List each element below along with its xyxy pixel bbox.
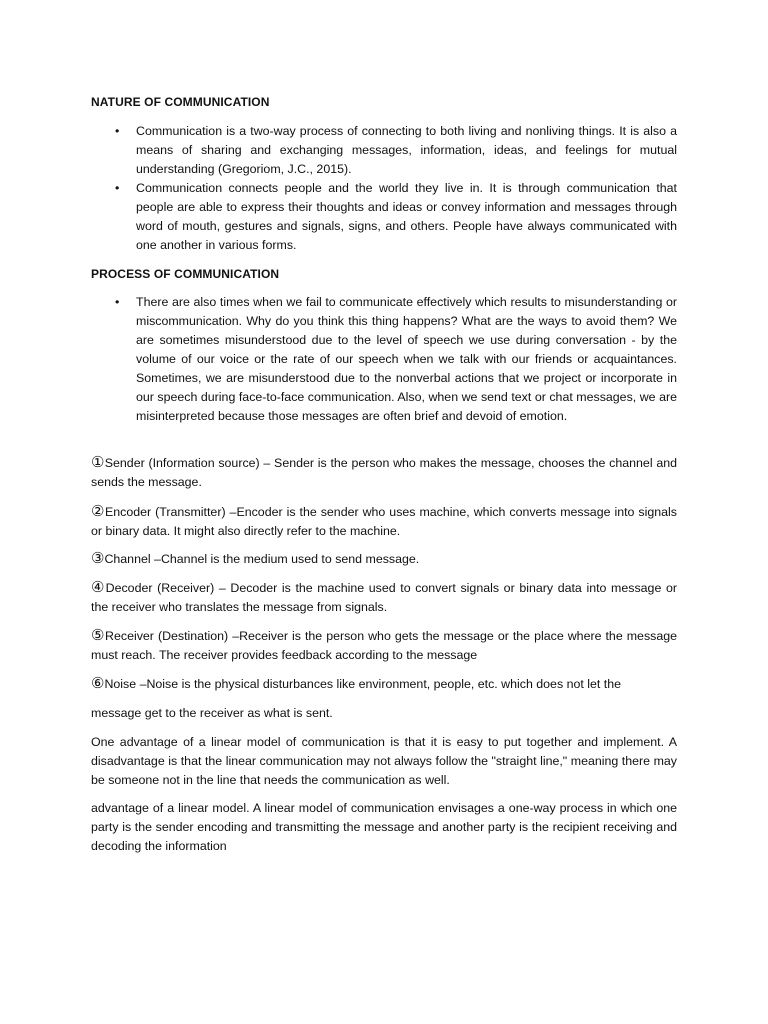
element-sender (91, 453, 677, 492)
heading-nature-of-communication: NATURE OF COMMUNICATION (91, 95, 270, 109)
list-item (91, 293, 677, 426)
element-text: Noise –Noise is the physical disturbances like environment, people, etc. which does not let the (104, 677, 622, 691)
element-text: Decoder (Receiver) – Decoder is the machine used to convert signals or binary data into message or the receiver who translates the message from signals. (91, 581, 677, 614)
paragraph-linear-model-advantage: One advantage of a linear model of communication is that it is easy to put together and implement. A disadvantage is that the linear communication may not always follow the "straight line," meaning there may be someone not in the line that needs the communication as well. (91, 735, 677, 787)
bullet-icon: • (115, 124, 120, 138)
element-decoder (91, 578, 677, 617)
element-text: Channel –Channel is the medium used to send message. (104, 552, 420, 566)
element-text: Receiver (Destination) –Receiver is the person who gets the message or the place where the message must reach. The receiver provides feedback according to the message (91, 629, 678, 662)
element-channel (91, 549, 677, 569)
number-6-icon: ⑥ (91, 675, 105, 692)
bullet-text: There are also times when we fail to communicate effectively which results to misunderstanding or miscommunication. Why do you think this thing happens? What are the ways to avoid them? We are sometimes misunderstood due to the level of speech we use during conversation - by the volume of our voice or the rate of our speech when we talk with our friends or acquaintances. Sometimes, we are misunderstood due to the nonverbal actions that we project or incorporate in our speech during face-to-face communication. Also, when we send text or chat messages, we are misinterpreted because those messages are often brief and devoid of emotion. (136, 295, 677, 423)
nature-bullet-list (91, 122, 677, 255)
bullet-icon: • (115, 295, 120, 309)
paragraph-noise-continuation: message get to the receiver as what is sent. (91, 706, 333, 720)
list-item (91, 122, 677, 179)
element-text: Sender (Information source) – Sender is the person who makes the message, chooses the channel and sends the message. (91, 456, 677, 489)
list-item (91, 179, 677, 255)
element-encoder (91, 502, 677, 541)
paragraph-linear-model-description: advantage of a linear model. A linear model of communication envisages a one-way process in which one party is the sender encoding and transmitting the message and another party is the recipient receiving and decoding the information (91, 801, 677, 853)
number-3-icon: ③ (91, 550, 105, 567)
element-noise (91, 674, 677, 694)
number-5-icon: ⑤ (91, 627, 106, 644)
element-text: Encoder (Transmitter) –Encoder is the sender who uses machine, which converts message into signals or binary data. It might also directly refer to the machine. (91, 505, 677, 538)
element-receiver (91, 626, 677, 665)
process-bullet-list (91, 293, 677, 426)
bullet-icon: • (115, 181, 120, 195)
bullet-text: Communication connects people and the world they live in. It is through communication that people are able to express their thoughts and ideas or convey information and messages through word of mouth, gestures and signals, signs, and others. People have always communicated with one another in various forms. (136, 181, 677, 252)
number-4-icon: ④ (91, 579, 106, 596)
heading-process-of-communication: PROCESS OF COMMUNICATION (91, 267, 280, 281)
number-1-icon: ① (91, 454, 105, 471)
bullet-text: Communication is a two-way process of connecting to both living and nonliving things. It is also a means of sharing and exchanging messages, information, ideas, and feelings for mutual understanding (Gregoriom, J.C., 2015). (136, 124, 677, 176)
number-2-icon: ② (91, 503, 105, 520)
